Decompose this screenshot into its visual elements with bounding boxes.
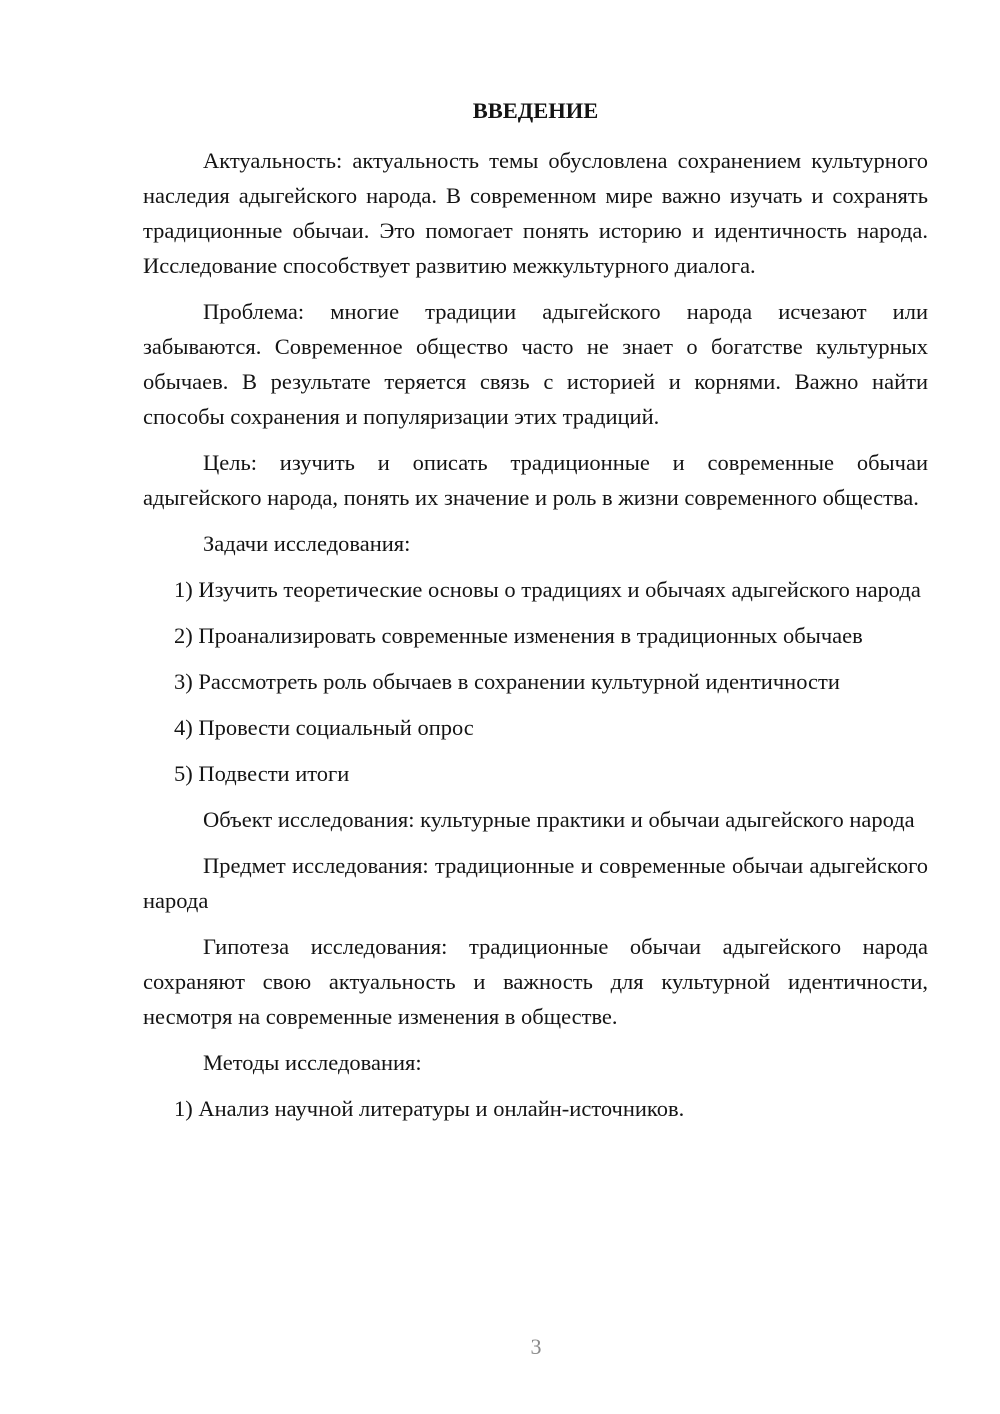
task-item: 1) Изучить теоретические основы о традициях и обычаях адыгейского народа xyxy=(174,577,921,602)
tasks-heading: Задачи исследования: xyxy=(203,531,411,556)
relevance-paragraph: Актуальность: актуальность темы обусловлена сохранением культурного наследия адыгейского народа. В современном мире важно изучать и сохранять традиционные обычаи. Это помогает понять историю и идентичность народа. Исследование способствует развитию межкультурного диалога. xyxy=(143,148,928,278)
method-item: 1) Анализ научной литературы и онлайн-источников. xyxy=(174,1096,685,1121)
subject-paragraph: Предмет исследования: традиционные и современные обычаи адыгейского народа xyxy=(143,853,928,913)
task-item: 4) Провести социальный опрос xyxy=(174,715,474,740)
task-item: 2) Проанализировать современные изменения в традиционных обычаев xyxy=(174,623,863,648)
page-number: 3 xyxy=(530,1334,542,1359)
methods-heading: Методы исследования: xyxy=(203,1050,422,1075)
section-title: ВВЕДЕНИЕ xyxy=(472,98,599,123)
goal-paragraph: Цель: изучить и описать традиционные и современные обычаи адыгейского народа, понять их значение и роль в жизни современного общества. xyxy=(143,450,928,510)
problem-paragraph: Проблема: многие традиции адыгейского народа исчезают или забываются. Современное общество часто не знает о богатстве культурных обычаев. В результате теряется связь с историей и корнями. Важно найти способы сохранения и популяризации этих традиций. xyxy=(143,299,928,429)
task-item: 5) Подвести итоги xyxy=(174,761,350,786)
object-paragraph: Объект исследования: культурные практики и обычаи адыгейского народа xyxy=(203,807,915,832)
task-item: 3) Рассмотреть роль обычаев в сохранении культурной идентичности xyxy=(174,669,840,694)
hypothesis-paragraph: Гипотеза исследования: традиционные обычаи адыгейского народа сохраняют свою актуальность и важность для культурной идентичности, несмотря на современные изменения в обществе. xyxy=(143,934,928,1029)
document-page xyxy=(143,96,928,1137)
